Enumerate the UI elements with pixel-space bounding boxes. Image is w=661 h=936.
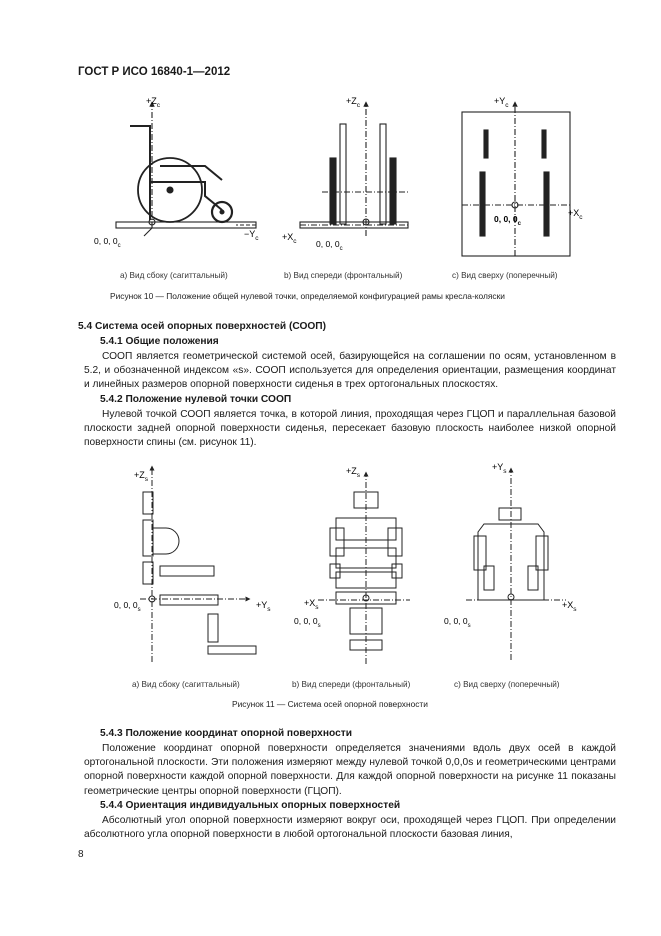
section-5-4-4-heading: 5.4.4 Ориентация индивидуальных опорных поверхностей bbox=[100, 800, 401, 811]
fig10-caption-b: b) Вид спереди (фронтальный) bbox=[284, 271, 403, 280]
fig10-side-y-label: $-Y_c$ bbox=[244, 229, 259, 242]
svg-text:+Zc: $+Z_c$ bbox=[346, 96, 361, 109]
fig11-title: Рисунок 11 — Система осей опорной поверхности bbox=[232, 699, 428, 709]
svg-text:0, 0, 0s: 0, 0, $0_s$ bbox=[294, 616, 321, 629]
svg-text:0, 0, 0c: 0, 0, $0_c$ bbox=[494, 214, 521, 227]
section-5-4-4-text: Абсолютный угол опорной поверхности измеряют вокруг оси, проходящей через ГЦОП. При определении абсолютного угла опорной поверхности в любой ортогональной плоскости базовая линия, bbox=[84, 815, 616, 841]
fig10-side-z-label: $+Z_c$ bbox=[146, 96, 161, 109]
svg-text:+Zs: $+Z_s$ bbox=[134, 470, 149, 483]
section-5-4-1-text: СООП является геометрической системой осей, базирующейся на соглашении по осям, установленном в 5.2, и обозначенной индексом «s». СООП используется для определения ориентации, размещения координат и линейных размеров опорной поверхности сиденья в трех ортогональных плоскостях. bbox=[84, 351, 616, 391]
fig11-top-view bbox=[466, 470, 566, 660]
page-number: 8 bbox=[78, 849, 84, 860]
svg-text:+Xc: $+X_c$ bbox=[282, 232, 297, 245]
svg-text:+Xs: $+X_s$ bbox=[304, 598, 319, 611]
fig11-caption-c: с) Вид сверху (поперечный) bbox=[454, 680, 560, 689]
fig10-top-view bbox=[462, 104, 572, 256]
fig10-front-view bbox=[300, 104, 410, 236]
svg-text:+Xc: $+X_c$ bbox=[568, 208, 583, 221]
section-5-4-3-heading: 5.4.3 Положение координат опорной поверхности bbox=[100, 728, 352, 739]
fig11-front-view bbox=[318, 474, 410, 664]
section-5-4-heading: 5.4 Система осей опорных поверхностей (СООП) bbox=[78, 321, 327, 332]
fig10-caption-c: с) Вид сверху (поперечный) bbox=[452, 271, 558, 280]
svg-text:+Xs: $+X_s$ bbox=[562, 600, 577, 613]
fig10-title: Рисунок 10 — Положение общей нулевой точки, определяемой конфигурацией рамы кресла-коляски bbox=[110, 291, 505, 301]
fig10-caption-a: а) Вид сбоку (сагиттальный) bbox=[120, 271, 228, 280]
document-header: ГОСТ Р ИСО 16840-1—2012 bbox=[78, 66, 231, 78]
section-5-4-2-heading: 5.4.2 Положение нулевой точки СООП bbox=[100, 394, 292, 405]
svg-text:0, 0, 0c: 0, 0, $0_c$ bbox=[316, 239, 343, 252]
svg-text:+Ys: $+Y_s$ bbox=[492, 462, 507, 475]
fig11-caption-b: b) Вид спереди (фронтальный) bbox=[292, 680, 411, 689]
section-5-4-2-text: Нулевой точкой СООП является точка, в которой линия, проходящая через ГЦОП и параллельная базовой плоскости задней опорной поверхности сиденья, пересекает базовую плоскость наиболее низкой опорной поверхности спины (см. рисунок 11). bbox=[84, 409, 616, 449]
svg-text:+Zs: $+Z_s$ bbox=[346, 466, 361, 479]
section-5-4-1-heading: 5.4.1 Общие положения bbox=[100, 336, 219, 347]
svg-text:0, 0, 0s: 0, 0, $0_s$ bbox=[114, 600, 141, 613]
svg-text:0, 0, 0s: 0, 0, $0_s$ bbox=[444, 616, 471, 629]
fig11-side-view bbox=[140, 468, 256, 662]
svg-text:+Yc: $+Y_c$ bbox=[494, 96, 509, 109]
side-ground-bar bbox=[116, 222, 256, 228]
fig10-side-view bbox=[116, 104, 256, 236]
fig10-side-origin: 0, 0, $0_c$ bbox=[94, 236, 121, 249]
section-5-4-3-text: Положение координат опорной поверхности определяется значениями вдоль двух осей в каждой ортогональной плоскости. Эти положения измеряют между нулевой точкой 0,0,0s и геометрическими центрами опорной поверхности каждой опорной поверхности. Для каждой опорной поверхности на рисунке 11 показаны геометрические центры опорной поверхности (ГЦОП). bbox=[84, 743, 616, 797]
svg-text:+Ys: $+Y_s$ bbox=[256, 600, 271, 613]
fig11-caption-a: а) Вид сбоку (сагиттальный) bbox=[132, 680, 240, 689]
